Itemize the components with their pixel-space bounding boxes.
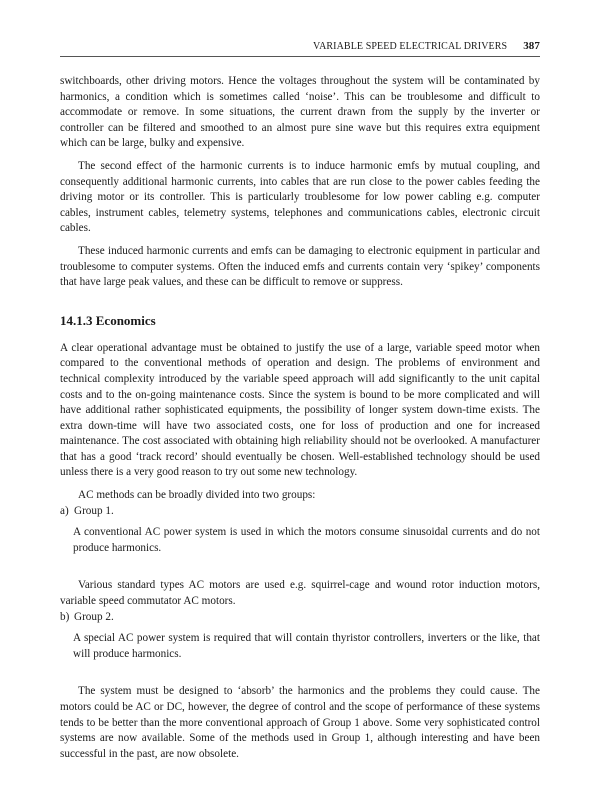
paragraph-standard-motors: Various standard types AC motors are used e.g. squirrel-cage and wound rotor induction motors, variable speed commutator AC motors.	[60, 579, 540, 608]
paragraph-economics: A clear operational advantage must be obtained to justify the use of a large, variable speed motor when compared to the conventional methods of operation and design. The problems of environment and technical complexity introduced by the variable speed approach will add significantly to the unit capital costs and to the on-going maintenance costs. Since the system is bound to be more complicated and will have additional rather sophisticated equipments, the possibility of longer system down-time exists. The extra down-time will have two associated costs, one for loss of production and one for increased maintenance. The cost associated with obtaining high reliability should not be overlooked. A manufacturer that has a good ‘track record’ should eventually be chosen. Well-established technology should be used unless there is a very good reason to try out some new technology.	[60, 341, 540, 479]
paragraph-induced-currents: These induced harmonic currents and emfs can be damaging to electronic equipment in particular and troublesome to computer systems. Often the induced emfs and currents contain very ‘spikey’ components that have large peak values, and these can be difficult to remove or suppress.	[60, 244, 540, 289]
list-label-group-1: Group 1.	[74, 504, 114, 517]
paragraph-system-design: The system must be designed to ‘absorb’ the harmonics and the problems they could cause. The motors could be AC or DC, however, the degree of control and the scope of performance of these systems tends to be better than the more conventional approach of Group 1 above. Some very sophisticated control systems are now available. Some of the methods used in Group 1, although interesting and have been successful in the past, are now obsolete.	[60, 685, 540, 760]
list-label-group-2: Group 2.	[74, 610, 114, 623]
section-heading: 14.1.3 Economics	[60, 312, 156, 328]
running-header	[60, 40, 540, 52]
header-rule	[60, 56, 540, 57]
group-2-description: A special AC power system is required that will contain thyristor controllers, inverters or the like, that will produce harmonics.	[73, 632, 540, 660]
running-title: VARIABLE SPEED ELECTRICAL DRIVERS	[313, 41, 508, 52]
page-number: 387	[523, 40, 540, 52]
list-item-group-2	[60, 610, 540, 626]
list-item-group-1	[60, 504, 540, 520]
paragraph-ac-methods: AC methods can be broadly divided into two groups:	[78, 489, 316, 502]
page-body	[60, 74, 540, 762]
group-1-description: A conventional AC power system is used in which the motors consume sinusoidal currents and do not produce harmonics.	[73, 526, 540, 554]
paragraph-second-effect: The second effect of the harmonic currents is to induce harmonic emfs by mutual coupling, and consequently additional harmonic currents, into cables that are run close to the power cables feeding the driving motor or its controller. This is particularly troublesome for low power cabling e.g. computer cables, instrument cables, telemetry systems, telephones and communications cables, electronic circuit cables.	[60, 159, 540, 235]
paragraph-continued: switchboards, other driving motors. Hence the voltages throughout the system will be contaminated by harmonics, a condition which is sometimes called ‘noise’. This can be troublesome and difficult to accommodate or remove. In some situations, the current drawn from the supply by the inverter or controller can be filtered and smoothed to an almost pure sine wave but this requires extra equipment which can be large, bulky and expensive.	[60, 75, 540, 150]
list-marker-a: a)	[60, 504, 69, 517]
list-marker-b: b)	[60, 610, 70, 623]
